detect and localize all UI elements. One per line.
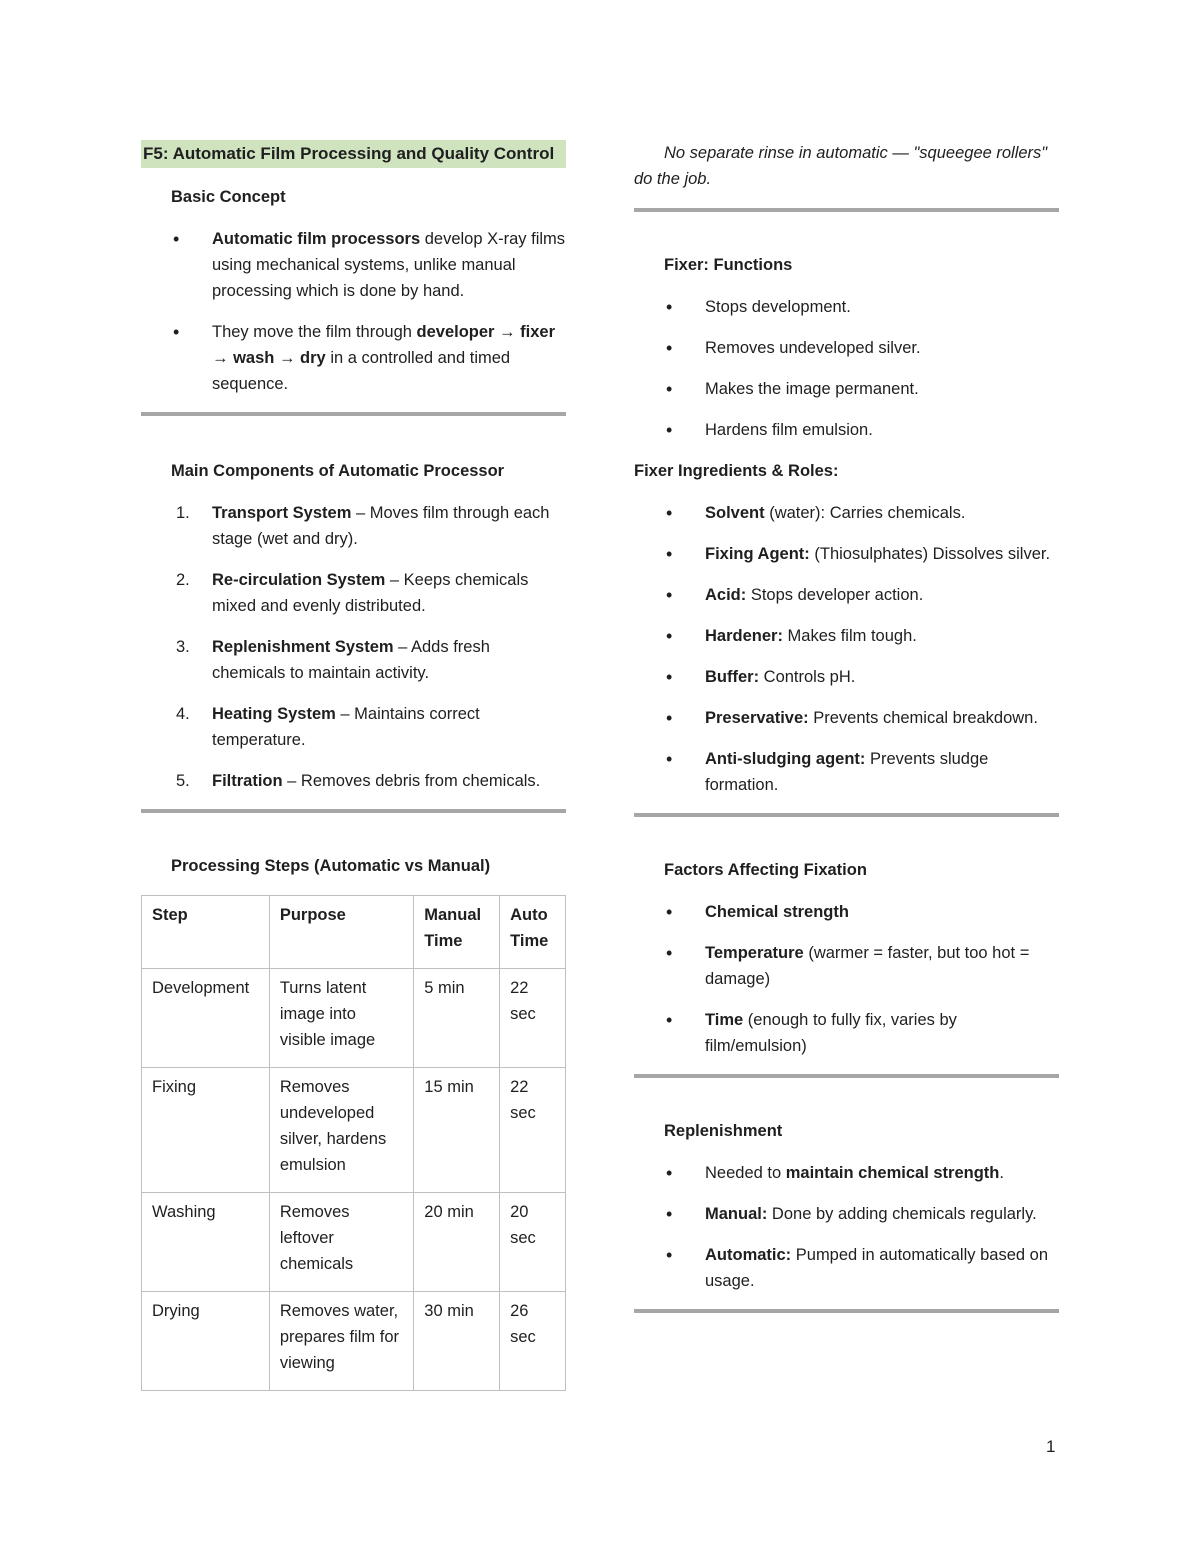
basic-concept-list bbox=[141, 226, 566, 397]
table-cell: 26 sec bbox=[500, 1292, 566, 1391]
list-item: • They move the film through developer → fixer → wash → dry in a controlled and timed sequence. bbox=[141, 319, 566, 397]
processing-steps-table bbox=[141, 895, 566, 1391]
list-item: • Makes the image permanent. bbox=[634, 376, 1059, 402]
fixer-ingredients-heading: Fixer Ingredients & Roles: bbox=[634, 462, 839, 480]
list-item: • Manual: Done by adding chemicals regularly. bbox=[634, 1201, 1059, 1227]
list-item: 5. Filtration – Removes debris from chemicals. bbox=[176, 772, 541, 790]
table-header-cell: Step bbox=[142, 896, 270, 969]
table-cell: Washing bbox=[142, 1193, 270, 1292]
section-divider bbox=[634, 1074, 1059, 1078]
squeegee-note: No separate rinse in automatic — "squeegee rollers" do the job. bbox=[634, 144, 1048, 188]
list-item: • Hardens film emulsion. bbox=[634, 417, 1059, 443]
list-item: • Stops development. bbox=[634, 294, 1059, 320]
list-item: 4. Heating System – Maintains correct temperature. bbox=[176, 705, 480, 749]
section-divider bbox=[141, 809, 566, 813]
list-item: • Chemical strength bbox=[634, 899, 1059, 925]
left-column bbox=[141, 140, 566, 1391]
table-cell: 15 min bbox=[414, 1068, 500, 1193]
list-item: • Solvent (water): Carries chemicals. bbox=[634, 500, 1059, 526]
list-item: • Preservative: Prevents chemical breakdown. bbox=[634, 705, 1059, 731]
page-number: 1 bbox=[1046, 1437, 1056, 1456]
list-item: 1. Transport System – Moves film through each stage (wet and dry). bbox=[176, 504, 550, 548]
table-cell: 5 min bbox=[414, 969, 500, 1068]
right-column bbox=[634, 140, 1059, 1313]
replenishment-list bbox=[634, 1160, 1059, 1294]
table-cell: Development bbox=[142, 969, 270, 1068]
section-divider bbox=[634, 208, 1059, 212]
list-item: • Buffer: Controls pH. bbox=[634, 664, 1059, 690]
table-row bbox=[142, 969, 566, 1068]
components-list bbox=[141, 500, 566, 794]
processing-steps-heading: Processing Steps (Automatic vs Manual) bbox=[171, 857, 491, 875]
table-cell: Fixing bbox=[142, 1068, 270, 1193]
list-item: 3. Replenishment System – Adds fresh chemicals to maintain activity. bbox=[176, 638, 490, 682]
list-item: • Removes undeveloped silver. bbox=[634, 335, 1059, 361]
table-cell: Removes undeveloped silver, hardens emulsion bbox=[269, 1068, 413, 1193]
table-header-row bbox=[142, 896, 566, 969]
list-item: • Time (enough to fully fix, varies by film/emulsion) bbox=[634, 1007, 1059, 1059]
replenishment-heading: Replenishment bbox=[664, 1122, 783, 1140]
table-header-cell: Auto Time bbox=[500, 896, 566, 969]
list-item: • Anti-sludging agent: Prevents sludge formation. bbox=[634, 746, 1059, 798]
document-title: F5: Automatic Film Processing and Quality Control bbox=[141, 140, 566, 168]
table-header-cell: Manual Time bbox=[414, 896, 500, 969]
list-item: • Fixing Agent: (Thiosulphates) Dissolves silver. bbox=[634, 541, 1059, 567]
table-cell: 20 min bbox=[414, 1193, 500, 1292]
table-cell: Removes leftover chemicals bbox=[269, 1193, 413, 1292]
list-item: • Acid: Stops developer action. bbox=[634, 582, 1059, 608]
list-item: • Needed to maintain chemical strength. bbox=[634, 1160, 1059, 1186]
table-header-cell: Purpose bbox=[269, 896, 413, 969]
table-cell: Removes water, prepares film for viewing bbox=[269, 1292, 413, 1391]
table-cell: 22 sec bbox=[500, 969, 566, 1068]
section-divider bbox=[141, 412, 566, 416]
fixer-functions-list bbox=[634, 294, 1059, 443]
table-row bbox=[142, 1292, 566, 1391]
list-item: • Hardener: Makes film tough. bbox=[634, 623, 1059, 649]
components-heading: Main Components of Automatic Processor bbox=[171, 462, 505, 480]
list-item: • Temperature (warmer = faster, but too hot = damage) bbox=[634, 940, 1059, 992]
table-row bbox=[142, 1193, 566, 1292]
factors-heading: Factors Affecting Fixation bbox=[664, 861, 867, 879]
table-row bbox=[142, 1068, 566, 1193]
basic-concept-heading: Basic Concept bbox=[171, 188, 286, 206]
table-cell: Drying bbox=[142, 1292, 270, 1391]
table-cell: 20 sec bbox=[500, 1193, 566, 1292]
factors-list bbox=[634, 899, 1059, 1059]
section-divider bbox=[634, 813, 1059, 817]
list-item: • Automatic: Pumped in automatically based on usage. bbox=[634, 1242, 1059, 1294]
table-cell: Turns latent image into visible image bbox=[269, 969, 413, 1068]
list-item: 2. Re-circulation System – Keeps chemicals mixed and evenly distributed. bbox=[176, 571, 529, 615]
list-item: • Automatic film processors develop X-ray films using mechanical systems, unlike manual processing which is done by hand. bbox=[141, 226, 566, 304]
table-cell: 22 sec bbox=[500, 1068, 566, 1193]
fixer-ingredients-list bbox=[634, 500, 1059, 798]
fixer-functions-heading: Fixer: Functions bbox=[664, 256, 793, 274]
table-cell: 30 min bbox=[414, 1292, 500, 1391]
section-divider bbox=[634, 1309, 1059, 1313]
